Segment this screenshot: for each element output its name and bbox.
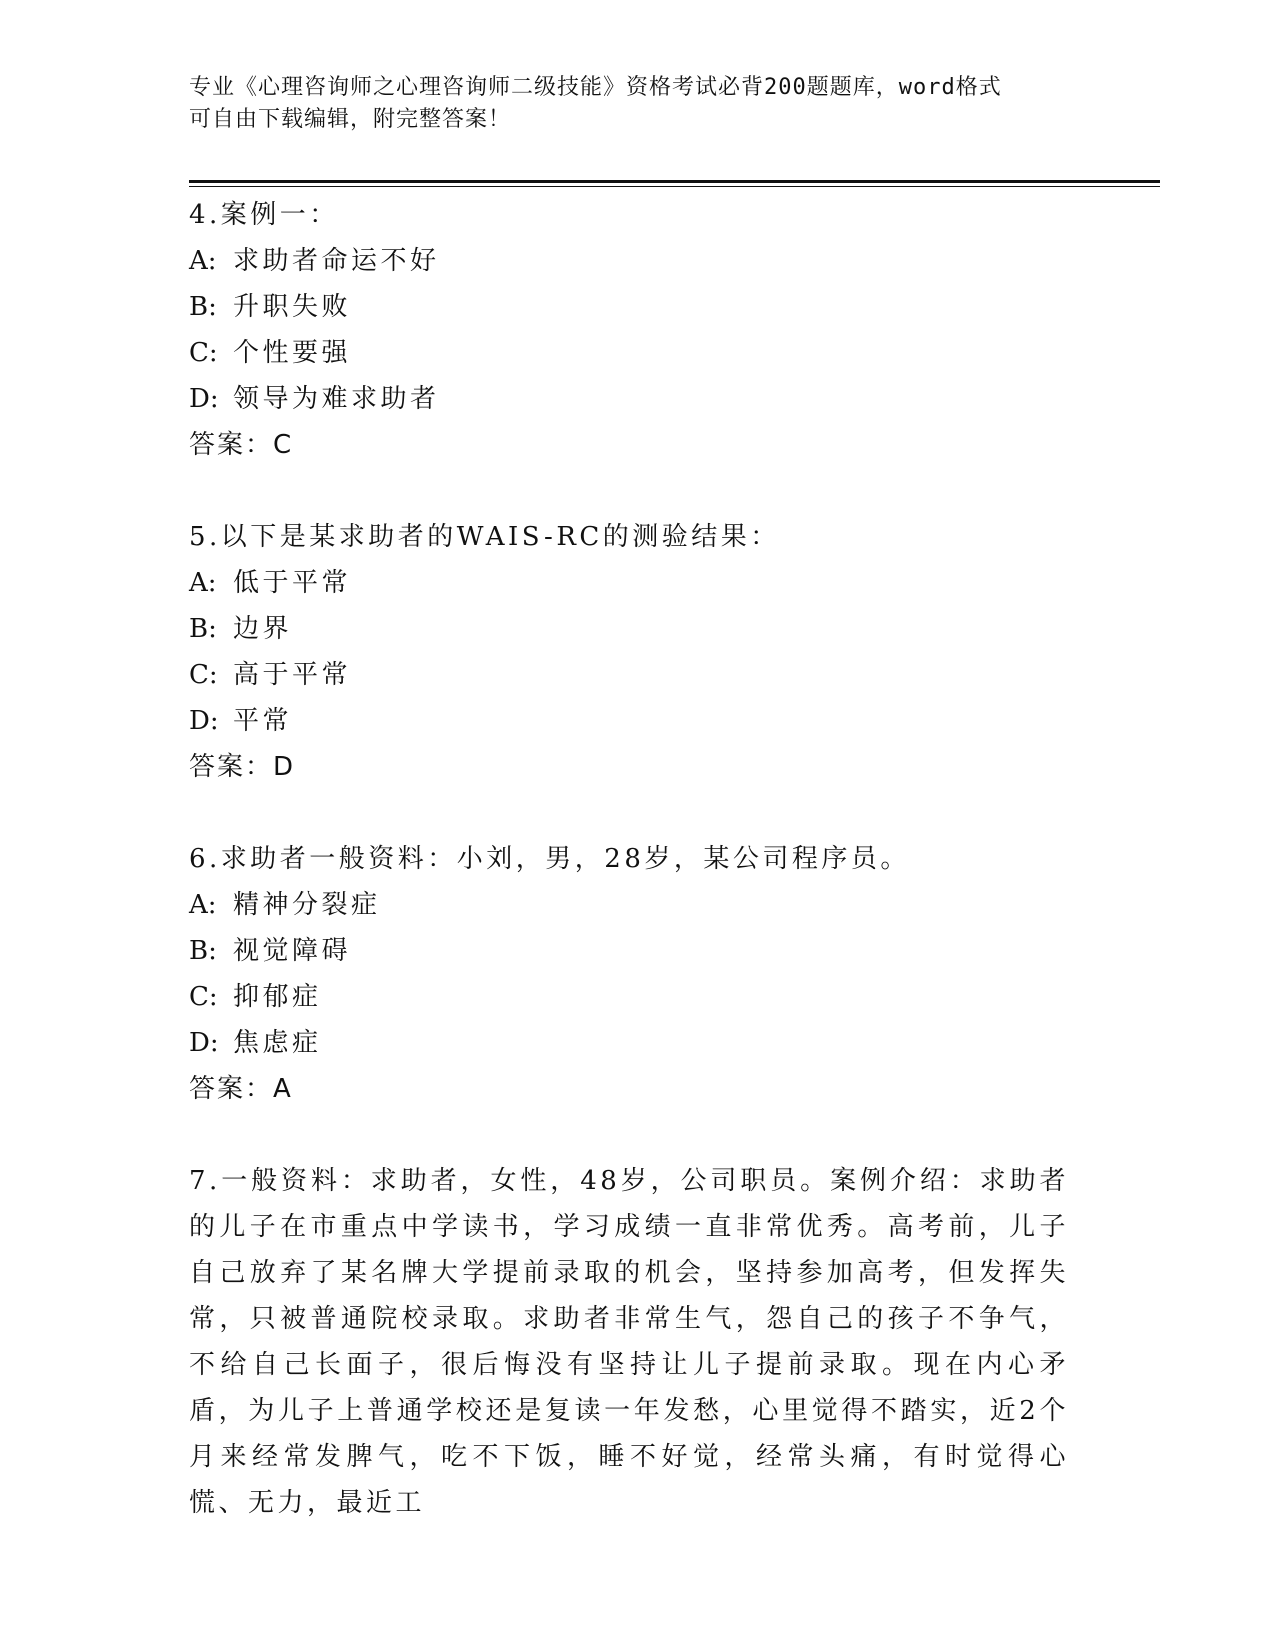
option-text: 精神分裂症 xyxy=(233,890,381,920)
question-list xyxy=(189,192,1069,1572)
option-c xyxy=(189,330,1069,376)
question-5 xyxy=(189,514,1069,790)
option-c xyxy=(189,652,1069,698)
option-letter: C: xyxy=(189,660,218,690)
header-line-2: 可自由下载编辑，附完整答案！ xyxy=(189,107,512,132)
header-rule-thick xyxy=(189,180,1160,183)
option-letter: A: xyxy=(189,568,217,598)
option-text: 平常 xyxy=(233,706,293,736)
option-text: 高于平常 xyxy=(233,660,352,690)
option-text: 领导为难求助者 xyxy=(233,384,440,414)
option-text: 视觉障碍 xyxy=(233,936,352,966)
option-letter: B: xyxy=(189,614,217,644)
question-7 xyxy=(189,1158,1069,1526)
option-b xyxy=(189,928,1069,974)
option-d xyxy=(189,698,1069,744)
option-text: 抑郁症 xyxy=(233,982,322,1012)
option-d xyxy=(189,1020,1069,1066)
question-stem: 5.以下是某求助者的WAIS-RC的测验结果： xyxy=(189,522,780,552)
option-letter: A: xyxy=(189,246,217,276)
option-a xyxy=(189,560,1069,606)
question-stem: 6.求助者一般资料：小刘，男，28岁，某公司程序员。 xyxy=(189,844,910,874)
option-b xyxy=(189,606,1069,652)
header-line-1: 专业《心理咨询师之心理咨询师二级技能》资格考试必背200题题库，word格式 xyxy=(189,75,1002,100)
option-c xyxy=(189,974,1069,1020)
option-letter: D: xyxy=(189,706,219,736)
question-stem: 4.案例一： xyxy=(189,200,339,230)
answer-line: 答案：A xyxy=(189,1074,293,1104)
option-letter: C: xyxy=(189,982,218,1012)
option-text: 低于平常 xyxy=(233,568,352,598)
option-letter: D: xyxy=(189,1028,219,1058)
answer-line: 答案：C xyxy=(189,430,294,460)
option-b xyxy=(189,284,1069,330)
option-text: 焦虑症 xyxy=(233,1028,322,1058)
option-a xyxy=(189,238,1069,284)
option-letter: B: xyxy=(189,292,217,322)
question-stem: 7.一般资料：求助者，女性，48岁，公司职员。案例介绍：求助者的儿子在市重点中学读书，学习成绩一直非常优秀。高考前，儿子自己放弃了某名牌大学提前录取的机会，坚持参加高考，但发挥失常，只被普通院校录取。求助者非常生气，怨自己的孩子不争气，不给自己长面子，很后悔没有坚持让儿子提前录取。现在内心矛盾，为儿子上普通学校还是复读一年发愁，心里觉得不踏实，近2个月来经常发脾气，吃不下饭，睡不好觉，经常头痛，有时觉得心慌、无力，最近工 xyxy=(189,1166,1069,1518)
option-letter: A: xyxy=(189,890,217,920)
option-text: 求助者命运不好 xyxy=(233,246,440,276)
option-a xyxy=(189,882,1069,928)
option-text: 升职失败 xyxy=(233,292,352,322)
question-6 xyxy=(189,836,1069,1112)
option-letter: D: xyxy=(189,384,219,414)
option-letter: B: xyxy=(189,936,217,966)
option-letter: C: xyxy=(189,338,218,368)
header-rule-thin xyxy=(189,186,1160,187)
document-header xyxy=(189,72,1089,136)
question-4 xyxy=(189,192,1069,468)
answer-line: 答案：D xyxy=(189,752,296,782)
option-text: 边界 xyxy=(233,614,293,644)
option-text: 个性要强 xyxy=(233,338,352,368)
option-d xyxy=(189,376,1069,422)
